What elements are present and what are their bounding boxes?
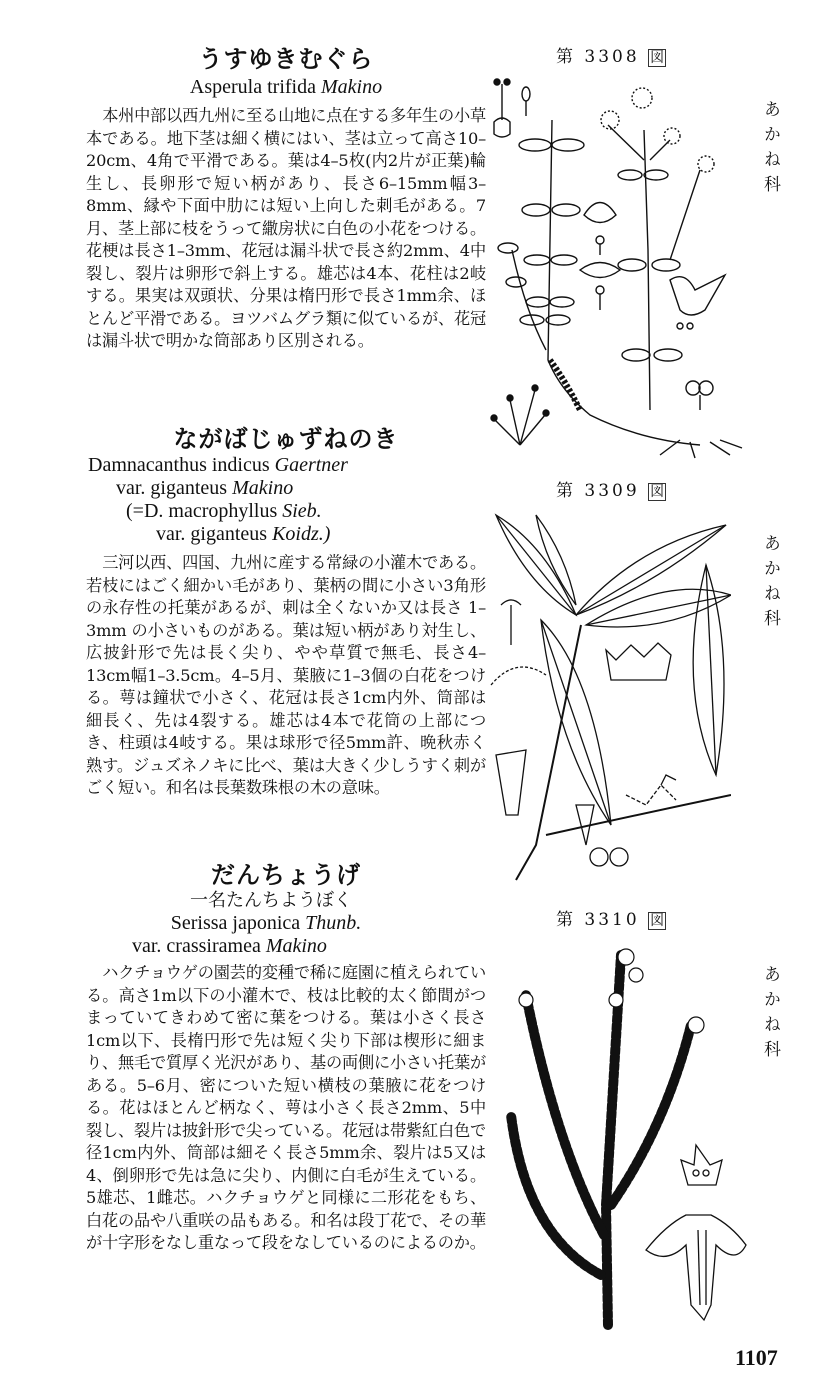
entry-title: だんちょうげ xyxy=(211,861,361,889)
entry-3310 xyxy=(86,860,486,1255)
synonym-name xyxy=(86,500,486,523)
figure-number: 第 3310 xyxy=(556,910,640,930)
variety-author: Makino xyxy=(265,935,327,957)
plant-illustration-damnacanthus xyxy=(486,505,731,885)
description-paragraph: 三河以西、四国、九州に産する常緑の小灌木である。若枝にはごく細かい毛があり、葉柄の間に小さい3角形の永存性の托葉があるが、刺は全くないか又は長さ 1–3mm の小さいものがある。葉は短い柄があり対生し、広披針形で先は長く尖り、やや草質で無毛、長さ4–13cm幅1–3.5cm。4–5月、葉腋に1–3個の白花をつける。萼は鐘状で小さく、花冠は長さ1cm内外、筒部は細長く、先は4裂する。雄芯は4本で花筒の上部につき、柱頭は4岐する。果は球形で径5mm許、晩秋赤く熟す。ジュズネノキに比べ、葉は大きく少しうすく刺がごく短い。和名は長葉数珠根の木の意味。 xyxy=(86,553,486,797)
entry-title: うすゆきむぐら xyxy=(198,45,374,73)
scientific-name xyxy=(86,912,486,935)
figure-suffix: 図 xyxy=(650,913,665,929)
entry-title: ながばじゅずねのき xyxy=(173,425,399,453)
entry-description xyxy=(86,962,486,1255)
variety-label: var. crassiramea xyxy=(132,935,261,957)
species-author: Gaertner xyxy=(274,454,348,476)
entry-description xyxy=(86,105,486,353)
entry-3308 xyxy=(86,44,486,353)
species-author: Thunb. xyxy=(305,912,362,934)
species-name: Serissa japonica xyxy=(170,912,301,934)
synonym-variety xyxy=(86,523,486,546)
synonym-variety-label: var. giganteus xyxy=(156,523,268,545)
variety-name xyxy=(86,477,486,500)
scientific-name xyxy=(86,454,486,477)
figure-label-3308 xyxy=(556,42,666,67)
description-paragraph: 本州中部以西九州に至る山地に点在する多年生の小草本である。地下茎は細く横にはい、茎は立って高さ10–20cm、4角で平滑である。葉は4–5枚(内2片が正葉)輪生し、長卵形で短い柄があり、長さ6–15mm幅3–8mm、縁や下面中肋には短い上向した刺毛がある。7月、茎上部に枝をうって繖房状に白色の小花をつける。花梗は長さ1–3mm、花冠は漏斗状で長さ約2mm、4中裂し、裂片は卵形で斜上する。雄芯は4本、花柱は2岐する。果実は双頭状、分果は楕円形で長さ1mm余、ほとんど平滑である。ヨツバムグラ類に似ているが、花冠は漏斗状で明かな筒部あり区別される。 xyxy=(86,106,486,350)
figure-suffix: 図 xyxy=(650,50,665,66)
family-label: あかね科 xyxy=(760,965,780,1065)
variety-name xyxy=(86,935,486,958)
species-name: Damnacanthus indicus xyxy=(88,454,270,476)
figure-label-3309 xyxy=(556,476,666,501)
figure-number: 第 3308 xyxy=(556,47,640,67)
figure-suffix: 図 xyxy=(650,484,665,500)
entry-3309 xyxy=(86,424,486,800)
figure-number: 第 3309 xyxy=(556,481,640,501)
species-name: Asperula trifida xyxy=(189,76,316,98)
description-paragraph: ハクチョウゲの園芸的変種で稀に庭園に植えられている。高さ1m以下の小灌木で、枝は比較的太く節間がつまっていてきわめて密に葉をつける。葉は小さく長さ1cm以下、長楕円形で先は短く尖り下部は楔形に細まり、無毛で質厚く光沢があり、基の両側に小さい托葉がある。5–6月、密についた短い横枝の葉腋に花をつける。花はほとんど柄なく、萼は小さく長さ2mm、5中裂し、裂片は披針形で尖っている。花冠は帯紫紅白色で径1cm内外、筒部は細そく長さ5mm余、裂片は5又は4、倒卵形で先は急に尖り、内側に白毛が生えている。5雄芯、1雌芯。ハクチョウゲと同様に二形花をもち、白花の品や八重咲の品もある。和名は段丁花で、その華が十字形をなし重なって段をなしているのによるのか。 xyxy=(86,963,486,1252)
variety-label: var. giganteus xyxy=(116,477,228,499)
entry-description xyxy=(86,552,486,800)
page-number: 1107 xyxy=(735,1345,778,1370)
family-label: あかね科 xyxy=(760,100,780,200)
synonym-author: Sieb. xyxy=(282,500,322,522)
synonym-variety-author: Koidz.) xyxy=(272,523,331,545)
variety-author: Makino xyxy=(232,477,294,499)
plant-illustration-serissa xyxy=(486,945,751,1335)
figure-label-3310 xyxy=(556,905,666,930)
family-label: あかね科 xyxy=(760,534,780,634)
scientific-name xyxy=(86,76,486,99)
species-author: Makino xyxy=(320,76,383,98)
plant-illustration-asperula xyxy=(480,70,750,460)
synonym-label: (=D. macrophyllus xyxy=(126,500,278,522)
alternate-name: 一名たんちようぼく xyxy=(190,890,352,911)
